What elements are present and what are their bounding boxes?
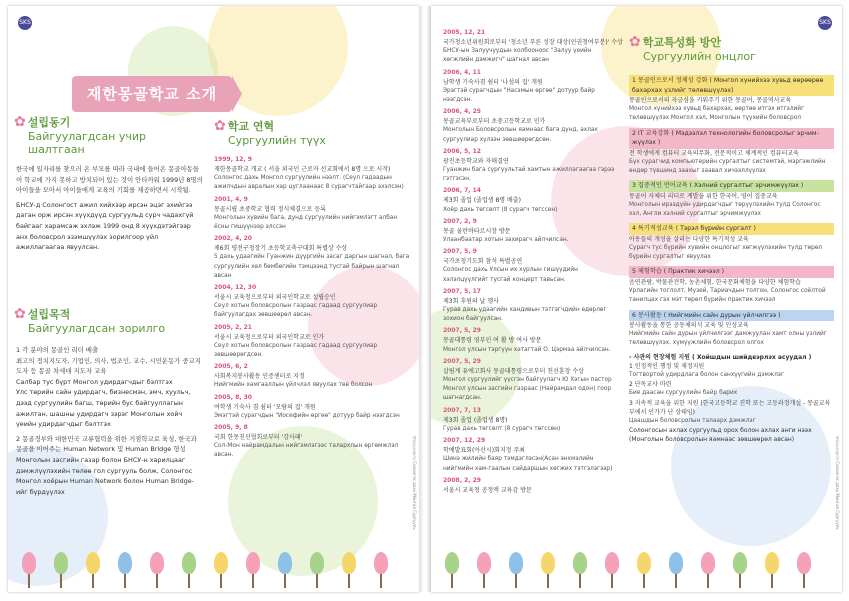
history-date: 1999, 12, 9 bbox=[214, 156, 252, 163]
history-text-ko: 서울시 교육청으로부터 외국인학교로 설립승인 bbox=[214, 294, 336, 302]
history-text-mn: Гурав дахь төгсөлт (8 сурагч төгссөн) bbox=[443, 425, 561, 432]
paragraph: Монголын засгийн газар болон БНСУ-н харилцааг дэмжлүүлэхийн төлөө гол сургууль болж, Солонгос Монгол хоёрын Human Network болон Human Bridge-ийг бүрдүүлэх bbox=[16, 455, 194, 496]
future-tasks-title: - 사관의 현장체험 지원 ( Хойшдын шийдвэрлэх асуудал ) bbox=[629, 353, 812, 361]
history-event bbox=[443, 186, 623, 214]
history-text-ko: 몽골 울란바타르시장 방문 bbox=[443, 227, 511, 235]
history-date: 2007, 7, 13 bbox=[443, 406, 481, 414]
characteristic-item bbox=[629, 310, 834, 349]
history-event bbox=[214, 423, 414, 461]
characteristic-heading: 2 IT 교육강화 ( Мэдээлэл технологийн боловсролыг эрчим-жүүлэх ) bbox=[629, 128, 834, 149]
history-text-ko: 여학생 기숙사 겸 쉼터 '모람의 집' 개원 bbox=[214, 403, 316, 411]
characteristic-desc: Сурагч тус бүрийн хувийн онцлогыг хөгжүүлэхийн тулд төрөл бүрийн сургалтыг явуулах bbox=[629, 245, 823, 261]
history-text-ko: 서울시 교육청 공정액 교육감 방문 bbox=[443, 486, 532, 494]
history-event bbox=[214, 155, 414, 193]
history-text-mn: Эрэгтэй сурагчдын "Насэмын өргөө" дотуур байр нээгдсэн. bbox=[443, 87, 595, 104]
side-caption: 재한몽골학교 Солонгос дахь Монгол Сургууль bbox=[835, 436, 840, 530]
history-text-ko: 학예발표회(아산시)회지정 주최 bbox=[443, 447, 525, 455]
history-date: 2005, 8, 30 bbox=[214, 393, 252, 401]
history-text-mn: Сеул хотын боловсролын газраас гадаад сургуулиар байгуулагдах зөвшөөрөл авсан. bbox=[214, 303, 378, 319]
right-page bbox=[431, 6, 842, 592]
history-date: 2006, 5, 12 bbox=[443, 147, 481, 155]
history-list bbox=[443, 28, 623, 495]
history-event bbox=[214, 362, 414, 390]
future-task-line: Солонгосын ахлах сургуульд орох болон ахлах анги нээх (Монголын боловсролын яамнаас зөвшөөрөл авсан) bbox=[629, 427, 812, 444]
characteristic-item bbox=[629, 128, 834, 177]
section-title-ko: 학교 연혁 bbox=[227, 120, 275, 133]
history-date: 2007, 5, 17 bbox=[443, 287, 481, 295]
section-title-ko: 설립목적 bbox=[27, 308, 71, 321]
history-text-mn: Гурав дахь удаагийн хандивын тэтгэгчдийн өдөрлөг зохион байгуулсан. bbox=[443, 307, 607, 323]
school-logo: SKS bbox=[818, 16, 832, 30]
history-event bbox=[214, 234, 414, 281]
history-event bbox=[443, 28, 623, 66]
history-text-ko: 제3회 후원의 날 행사 bbox=[443, 297, 499, 305]
characteristic-item bbox=[629, 266, 834, 305]
history-event bbox=[443, 436, 623, 474]
history-date: 2007, 2, 9 bbox=[443, 217, 477, 225]
history-text-ko: 남학생 기숙사겸 쉼터 '나섬의 집' 개원 bbox=[443, 78, 543, 86]
future-task-line: Цаашдын боловсролын талаарх дэмжлэг bbox=[629, 418, 756, 425]
history-date: 2007, 5, 9 bbox=[443, 248, 477, 256]
history-text-ko: 사회복지봉사활동 인증센터로 지정 bbox=[214, 373, 305, 381]
characteristic-desc: Урлагийн тоглолт, Музей, Тариачдын толгон, Солонгос соёлтой танилцах гэх мэт төрөл бүрийн практик хичээл bbox=[629, 288, 826, 304]
school-logo: SKS bbox=[18, 16, 32, 30]
history-text-ko: 제6회 평전구청장기 초등학교축구대회 특별상 수상 bbox=[214, 245, 348, 253]
characteristic-desc: 몽골인으로서의 자긍심을 키워주기 위한 몽골어, 몽골역사교육 bbox=[629, 97, 792, 104]
characteristic-item bbox=[629, 223, 834, 262]
history-date: 2006, 4, 11 bbox=[443, 68, 481, 76]
history-text-mn: 5 дахь удаагийн Гуанжин дүүргийн засаг даргын шагнал, бага сургуулийн хөл бөмбөгийн тэмцээнд тусгай байрын шагнал авсан bbox=[214, 254, 410, 279]
future-task-line: 3 지속적 교육을 위한 지원 (한국고등학교 진학 또는 고등과정개설 - 몽골교육부에서 인가가 난 상태임) bbox=[629, 399, 831, 416]
history-text-ko: 국가초청기도회 참석 특별공연 bbox=[443, 258, 523, 266]
characteristic-desc: 몽골어 자체더 리더로 계발을 위한 한국어, 영어 집중교육 bbox=[629, 192, 778, 200]
history-section bbox=[214, 118, 414, 463]
history-text-ko: 제3회 졸업 (졸업생 8명) bbox=[443, 416, 508, 424]
paragraph: 한국에 일자리를 찾으러 온 부모를 따라 국내에 들어온 몽골아동들이 학교에 가지 못하고 방치되어 있는 것이 안타까워 1999년 8명의 아이들을 모아서 아이들에게 교육의 기회를 제공하면서 시작됨. bbox=[16, 165, 203, 195]
characteristic-heading: 6 봉사활동 ( Нийгмийн сайн дурын үйлчилгээ ) bbox=[629, 310, 834, 322]
history-text-ko: 몽골대통령 영부인 여 활 방 여사 방문 bbox=[443, 337, 542, 345]
history-date: 2005, 9, 8 bbox=[214, 424, 248, 432]
history-text-ko: 광진초등학교와 자매결연 bbox=[443, 157, 509, 165]
history-date: 2004, 12, 30 bbox=[214, 284, 257, 292]
paragraph: 1 각 분야의 몽골인 리더 배출 bbox=[16, 346, 99, 354]
page-banner: 재한몽골학교 소개 bbox=[72, 76, 232, 112]
section-title-mn: Сургуулийн онцлог bbox=[643, 50, 756, 63]
paragraph: Улс төрийн сайн удирдагч, бизнесмэн, эмч, хуульч, дээд сургуулийн багш, төрийн бус байгууллагын ажилтан, шашны удирдагч зэрэг Монголын хойч үеийн удирдагчдыг бэлтгэх bbox=[16, 388, 191, 429]
history-date: 2008, 2, 29 bbox=[443, 476, 481, 484]
history-event bbox=[443, 247, 623, 285]
tree-decoration bbox=[8, 548, 419, 588]
future-task-line: 1 인정적인 행정 및 재정지원 bbox=[629, 362, 705, 370]
history-date: 2007, 12, 29 bbox=[443, 437, 486, 445]
book-gutter bbox=[419, 6, 431, 592]
history-date: 2005, 2, 21 bbox=[214, 323, 252, 331]
history-event bbox=[443, 147, 623, 185]
history-text-ko: 서울시 교육청으로부터 외국인학교로 인가 bbox=[214, 333, 325, 341]
left-page bbox=[8, 6, 419, 592]
characteristic-heading: 5 체험학습 ( Практик хичээл ) bbox=[629, 266, 834, 278]
characteristic-desc: 전 학생에게 컴퓨터 교육의무화, 전문적이고 체계적인 컴퓨터교육 bbox=[629, 149, 799, 157]
history-text-ko: 몽골시립 초중학교 협력 정식체결으로 등록 bbox=[214, 205, 326, 213]
history-event bbox=[443, 217, 623, 245]
future-tasks-list bbox=[629, 362, 834, 445]
history-date: 2007, 5, 29 bbox=[443, 327, 481, 335]
history-event bbox=[443, 357, 623, 404]
characteristic-desc: Нийгмийн сайн дурын үйлчилгээг дамжуулан хамт олны үзлийг төлөвшүүлэх, хүмүүжлийн боловсрол олгох bbox=[629, 331, 827, 347]
characteristic-item bbox=[629, 180, 834, 219]
history-text-ko: 국가청소년위원회로부터 '청소년 푸른 성장 대상(인권청여부분)' 수상 bbox=[443, 39, 623, 46]
history-text-mn: Сол-Мон найрамдалын нийгэмлэгээс талархлын өргөмжлэл авсан. bbox=[214, 443, 399, 459]
characteristic-heading: 3 집중적인 언어교육 ( Хэлний сургалтыг эрчимжүүлэх ) bbox=[629, 180, 834, 192]
history-event bbox=[443, 326, 623, 354]
characteristics-section bbox=[629, 34, 834, 445]
history-event bbox=[443, 476, 623, 495]
history-list bbox=[214, 155, 414, 461]
history-date: 2005, 6, 2 bbox=[214, 363, 248, 371]
characteristic-desc: Монгол хүнийхээ хувьд бахархах, өөртөө итгэх итгэлийг төлөвшүүлэх Монгол хэл, Монголын түүхийн боловсрол bbox=[629, 106, 805, 122]
flower-icon: ✿ bbox=[629, 34, 641, 50]
characteristic-desc: 음연관람, 박물관견학, 농촌체험, 한국문화체험을 다양한 체험학습 bbox=[629, 278, 801, 286]
characteristic-desc: 아동들의 개성을 살리는 다양한 특기적성 교육 bbox=[629, 235, 749, 243]
history-text-mn: Монголын Боловсролын яамнаас бага дунд, ахлах сургуулиар хүлээн зөвшөөрөгдсөн. bbox=[443, 127, 598, 143]
paragraph: БНСУ-д Солонгост ажил хийхээр ирсэн эцэг эхийгээ даган орж ирсэн хүүхдүүд сургуульд сурч чадахгүй байгааг харамсаж эхлэж 1999 онд 8 хүүхдэтэйгээр анх боловсрол эзэмшүүлэх зорилгоор үйл ажиллагаагаа явуулсан. bbox=[16, 200, 194, 252]
tree-decoration bbox=[431, 548, 842, 588]
history-text-mn: Солонгос дахь Монгол сургуулийн нээлт. (Сеул гадаадын ажилчдын авралын хар цуглаанаас 8 сурагчтайгаар эхэлсэн) bbox=[214, 175, 404, 191]
section-title-mn: Байгуулагдсан зорилго bbox=[28, 322, 166, 335]
flower-icon: ✿ bbox=[14, 306, 26, 322]
history-text-mn: Нийгмийн хамгааллын үйлчлэл явуулах төв болсон bbox=[214, 382, 373, 389]
history-text-ko: 제3회 졸업 (졸업생 8명 배출) bbox=[443, 197, 521, 205]
history-date: 2007, 5, 29 bbox=[443, 357, 481, 365]
history-text-ko: 재한몽골학교 개교 ( 서울 외국인 근로자 선교회에서 8명 으로 시작) bbox=[214, 166, 391, 173]
future-task-line: 2 단독교사 마련 bbox=[629, 381, 672, 389]
characteristic-desc: 봉사활동을 통한 공동체의식 교육 및 인성교육 bbox=[629, 322, 749, 330]
history-date: 2006, 7, 14 bbox=[443, 187, 481, 195]
characteristic-item bbox=[629, 75, 834, 124]
history-text-ko: 몽골교육부로부터 초중고등학교로 인가 bbox=[443, 118, 546, 126]
history-date: 2002, 4, 20 bbox=[214, 235, 252, 243]
flower-icon: ✿ bbox=[14, 114, 26, 130]
history-text-ko: 국회 한몽친선협회로부터 '감사패' bbox=[214, 434, 303, 442]
history-text-mn: Улаанбаатар хотын захирагч айлчилсан. bbox=[443, 237, 569, 244]
characteristics-list bbox=[629, 75, 834, 349]
future-task-line: Тогтвортой удирдлага болон санхүүгийн дэмжлэг bbox=[629, 372, 785, 379]
section-title-ko: 설립동기 bbox=[27, 116, 71, 129]
history-event bbox=[214, 323, 414, 361]
history-text-mn: Монгол сургуулийг үүсгэн байгуулагч Ю Хэгын пастор Монгол улсын засгийн газраас (Найрамдал одон) гоор шагнагдсан. bbox=[443, 377, 612, 402]
history-event bbox=[214, 393, 414, 421]
history-text-mn: Шинэ жилийн баяр тэмдэглэсэн(Асан энхмэлийн нийгмийн хам-гаалын сайдаршын хөгжих тэтгэлэгээр) bbox=[443, 456, 613, 472]
paragraph: Салбар тус бүрт Монгол удирдагчдыг бэлтгэх bbox=[16, 377, 173, 386]
history-event bbox=[214, 283, 414, 321]
characteristic-heading: 1 몽골인으로서 정체성 강화 ( Монгол хүнийхээ хувьд өөрөөрөө бахархах үзлийг төлөвшүүлэх) bbox=[629, 75, 834, 96]
history-text-mn: БНСУ-ын Залуучуудын холбооноос "Залуу үеийн хөгжлийн дэмжигч" шагнал авсан bbox=[443, 48, 592, 64]
characteristic-heading: 4 특기적성교육 ( Тэрэл бүрийн сургалт ) bbox=[629, 223, 834, 235]
paragraph: 최고의 정치지도자, 기업인, 의사, 법조인, 교수, 시민운동가 중교지도자 등 몽골 차세대 지도자 교육 bbox=[16, 356, 201, 376]
history-text-mn: Монголын хувийн бага, дунд сургуулийн нийгэмлэгт албан ёсны гишүүнээр элссэн bbox=[214, 214, 398, 231]
history-event bbox=[214, 195, 414, 233]
flower-icon: ✿ bbox=[214, 118, 226, 134]
history-text-mn: Солонгос дахь Улсын их хурлын гишүүдийн хэлэлцүүлгийг тусгай концерт тавьсан. bbox=[443, 267, 578, 283]
history-text-ko: 살림계 유에고회사 몽골대통령으로부터 친선훈장 수상 bbox=[443, 367, 584, 375]
history-date: 2006, 4, 25 bbox=[443, 108, 481, 116]
history-event bbox=[443, 68, 623, 106]
founding-motive-section bbox=[14, 114, 204, 257]
founding-purpose-section bbox=[14, 306, 204, 501]
history-event bbox=[443, 406, 623, 434]
history-text-mn: Хоёр дахь төгсөлт (8 сурагч төгссөн) bbox=[443, 206, 558, 213]
section-title-mn: Байгуулагдсан учир шалтгаан bbox=[28, 130, 147, 156]
history-date: 2001, 4, 9 bbox=[214, 195, 248, 203]
section-title-ko: 학교특성화 방안 bbox=[642, 36, 721, 49]
history-text-mn: Гуанжин бага сургуультай хамтын ажиллагаагаа гэрээ гэтгэсэн. bbox=[443, 167, 615, 183]
history-text-mn: Эмэгтэй сурагчдын "Иосефийн өргөө" дотуур байр нээгдсэн bbox=[214, 412, 400, 419]
history-continued bbox=[443, 28, 623, 497]
section-title-mn: Сургуулийн түүх bbox=[228, 134, 326, 147]
side-caption: 재한몽골학교 Солонгос дахь Монгол Сургууль bbox=[412, 436, 417, 530]
history-event bbox=[443, 107, 623, 145]
future-task-line: Бие даасан сургуулийн байр барих bbox=[629, 390, 738, 397]
characteristic-desc: Монголын ирээдүйн удирдагчдыг төрүүлэхийн тулд Солонгос хэл, Англи хэлний сургалтыг эрчимжүүлэх bbox=[629, 201, 821, 218]
characteristic-desc: Бүх сурагчид компьютерийн сургалтыг системтэй, мэргэжлийн өндөр түвшинд заахыг заавал хичээллүүлэх bbox=[629, 158, 826, 175]
history-event bbox=[443, 287, 623, 325]
history-date: 2005, 12, 21 bbox=[443, 29, 486, 36]
history-text-mn: Монгол улсын тэргүүн хатагтай О. Цэрмаа айлчилсан. bbox=[443, 346, 611, 353]
history-text-mn: Сеул хотын боловсролын газраас гадаад сургуулиар зөвшөөрөгдсөн. bbox=[214, 342, 378, 359]
paragraph: 2 몽골정부와 대한민국 교류협력을 위한 거점학교로 육성, 한국과 몽골을 이어주는 Human Network 및 Human Bridge 형성 bbox=[16, 434, 197, 454]
